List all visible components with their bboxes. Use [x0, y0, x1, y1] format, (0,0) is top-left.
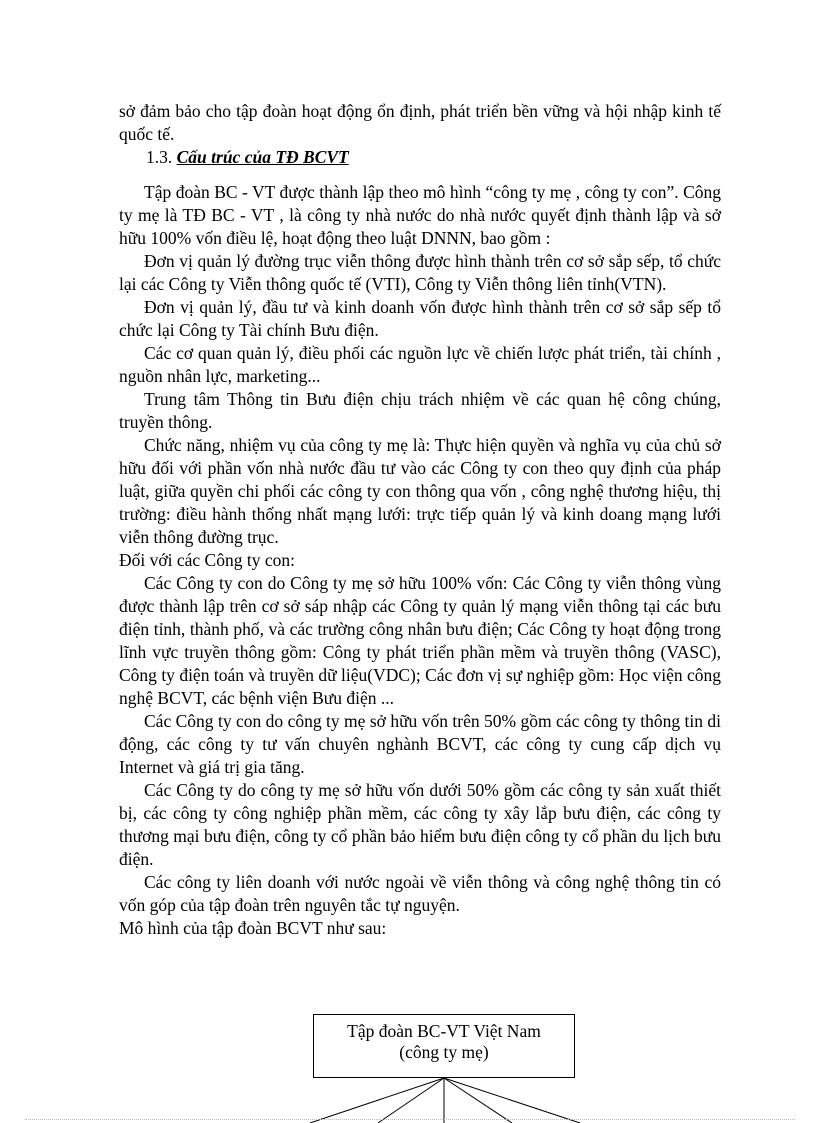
- paragraph: Đơn vị quản lý, đầu tư và kinh doanh vốn được hình thành trên cơ sở sắp sếp tổ chức lại Công ty Tài chính Bưu điện.: [119, 297, 721, 340]
- paragraph: Tập đoàn BC - VT được thành lập theo mô hình “công ty mẹ , công ty con”. Công ty mẹ là TĐ BC - VT , là công ty nhà nước do nhà nước quyết định thành lập và sở hữu 100% vốn điều lệ, hoạt động theo luật DNNN, bao gồm :: [119, 182, 721, 248]
- org-chart-root-box: [313, 1014, 575, 1078]
- paragraph-continued: sở đảm bảo cho tập đoàn hoạt động ổn định, phát triển bền vững và hội nhập kinh tế quốc tế.: [119, 101, 721, 144]
- org-root-line1: Tập đoàn BC-VT Việt Nam: [347, 1021, 541, 1041]
- connector-line: [378, 1078, 444, 1123]
- paragraph: Đối với các Công ty con:: [119, 550, 295, 570]
- heading-title: Cấu trúc của TĐ BCVT: [176, 147, 349, 167]
- paragraph: Đơn vị quản lý đường trục viễn thông được hình thành trên cơ sở sắp sếp, tổ chức lại các Công ty Viễn thông quốc tế (VTI), Công ty Viễn thông liên tỉnh(VTN).: [119, 251, 721, 294]
- connector-line: [444, 1078, 580, 1123]
- paragraph: Mô hình của tập đoàn BCVT như sau:: [119, 918, 387, 938]
- paragraph: Các Công ty con do công ty mẹ sở hữu vốn trên 50% gồm các công ty thông tin di động, các công ty tư vấn chuyên nghành BCVT, các công ty cung cấp dịch vụ Internet và giá trị gia tăng.: [119, 711, 721, 777]
- paragraph: Chức năng, nhiệm vụ của công ty mẹ là: Thực hiện quyền và nghĩa vụ của chủ sở hữu đối với phần vốn nhà nước đầu tư vào các Công ty con theo quy định của pháp luật, giữa quyền chi phối các công ty con thông qua vốn , công nghệ thương hiệu, thị trường: điều hành thống nhất mạng lưới: trực tiếp quản lý và kinh doang mạng lưới viễn thông đường trục.: [119, 435, 721, 547]
- heading-number: 1.3.: [146, 147, 173, 167]
- paragraph: Các Công ty con do Công ty mẹ sở hữu 100% vốn: Các Công ty viễn thông vùng được thành lập trên cơ sở sáp nhập các Công ty quản lý mạng viễn thông tại các bưu điện tỉnh, thành phố, và các trường công nhân bưu điện; Các Công ty hoạt động trong lĩnh vực truyền thông gồm: Công ty phát triển phần mềm và truyền thông (VASC), Công ty điện toán và truyền dữ liệu(VDC); Các đơn vị sự nghiệp gồm: Học viện công nghệ BCVT, các bệnh viện Bưu điện ...: [119, 573, 721, 708]
- paragraph: Các công ty liên doanh với nước ngoài về viễn thông và công nghệ thông tin có vốn góp của tập đoàn trên nguyên tắc tự nguyện.: [119, 872, 721, 915]
- section-heading: [119, 146, 721, 169]
- connector-line: [444, 1078, 512, 1123]
- paragraph: Các cơ quan quản lý, điều phối các nguồn lực về chiến lược phát triển, tài chính , nguồn nhân lực, marketing...: [119, 343, 721, 386]
- paragraph: Trung tâm Thông tin Bưu điện chịu trách nhiệm về các quan hệ công chúng, truyền thông.: [119, 389, 721, 432]
- page-bottom-divider: [25, 1119, 795, 1120]
- document-body: [119, 100, 721, 940]
- paragraph: Các Công ty do công ty mẹ sở hữu vốn dưới 50% gồm các công ty sản xuất thiết bị, các công ty công nghiệp phần mềm, các công ty xây lắp bưu điện, các công ty thương mại bưu điện, công ty cổ phần bảo hiểm bưu điện công ty cổ phần du lịch bưu điện.: [119, 780, 721, 869]
- org-root-line2: (công ty mẹ): [399, 1042, 489, 1062]
- connector-line: [310, 1078, 444, 1123]
